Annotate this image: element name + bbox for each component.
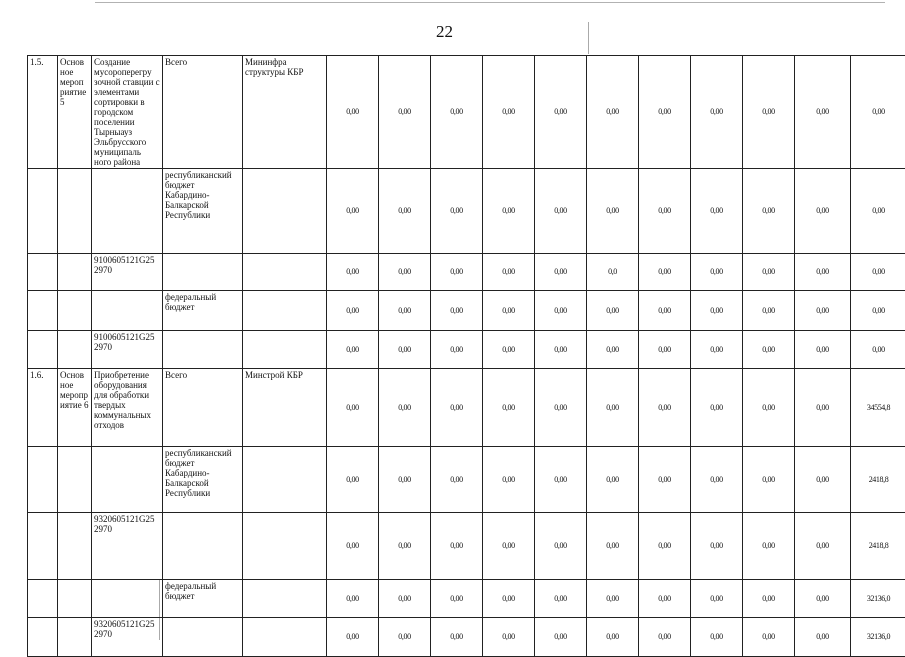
- executor-cell: [243, 580, 327, 618]
- value-cell: 0,00: [587, 369, 639, 447]
- value-cell: 0,00: [587, 331, 639, 369]
- table-row: [28, 291, 905, 331]
- value-cell: 0,00: [639, 580, 691, 618]
- executor-cell: [243, 169, 327, 254]
- value-cell: 0,00: [431, 254, 483, 291]
- value-cell: 0,00: [639, 331, 691, 369]
- value-cell: 0,00: [743, 618, 795, 657]
- value-cell: 0,00: [743, 513, 795, 580]
- activity-type-cell: [58, 169, 92, 254]
- value-cell: 0,00: [431, 56, 483, 169]
- value-cell: 0,00: [483, 513, 535, 580]
- table-row: [28, 618, 905, 657]
- value-cell: 0,00: [851, 254, 905, 291]
- funding-source-cell: [163, 254, 243, 291]
- activity-type-cell: [58, 447, 92, 513]
- activity-name-cell: [92, 580, 163, 618]
- activity-name-cell: 9100605121G25 2970: [92, 331, 163, 369]
- value-cell: 0,00: [743, 56, 795, 169]
- value-cell: 0,00: [851, 169, 905, 254]
- value-cell: 0,00: [327, 56, 379, 169]
- value-cell: 0,00: [431, 291, 483, 331]
- value-cell: 0,00: [379, 169, 431, 254]
- value-cell: 0,00: [743, 291, 795, 331]
- value-cell: 0,00: [691, 254, 743, 291]
- table-row: [28, 447, 905, 513]
- scan-artifact-vertical-line: [588, 22, 589, 54]
- scan-artifact-top-line: [95, 2, 885, 3]
- value-cell: 0,00: [431, 618, 483, 657]
- value-cell: 32136,0: [851, 580, 905, 618]
- value-cell: 0,00: [639, 513, 691, 580]
- value-cell: 0,00: [795, 369, 851, 447]
- activity-name-cell: [92, 291, 163, 331]
- value-cell: 0,00: [587, 447, 639, 513]
- value-cell: 0,00: [795, 169, 851, 254]
- value-cell: 0,00: [587, 513, 639, 580]
- activity-type-cell: Основ ное мероп риятие 5: [58, 56, 92, 169]
- table-row: [28, 56, 905, 169]
- value-cell: 0,00: [691, 447, 743, 513]
- row-number-cell: [28, 254, 58, 291]
- value-cell: 0,00: [795, 331, 851, 369]
- page-number: 22: [436, 22, 453, 42]
- row-number-cell: [28, 447, 58, 513]
- value-cell: 0,00: [639, 254, 691, 291]
- value-cell: 0,00: [483, 369, 535, 447]
- value-cell: 0,00: [795, 447, 851, 513]
- executor-cell: [243, 254, 327, 291]
- executor-cell: [243, 291, 327, 331]
- value-cell: 0,00: [691, 369, 743, 447]
- table-row: [28, 254, 905, 291]
- value-cell: 2418,8: [851, 447, 905, 513]
- value-cell: 0,00: [639, 291, 691, 331]
- value-cell: 0,00: [851, 291, 905, 331]
- value-cell: 0,00: [795, 254, 851, 291]
- value-cell: 0,00: [379, 331, 431, 369]
- value-cell: 0,00: [535, 291, 587, 331]
- row-number-cell: [28, 580, 58, 618]
- value-cell: 0,00: [587, 580, 639, 618]
- program-activities-table: [27, 55, 905, 657]
- table-row: [28, 369, 905, 447]
- row-number-cell: 1.5.: [28, 56, 58, 169]
- activity-name-cell: 9320605121G25 2970: [92, 513, 163, 580]
- value-cell: 0,00: [587, 56, 639, 169]
- value-cell: 0,00: [743, 169, 795, 254]
- value-cell: 0,00: [379, 447, 431, 513]
- value-cell: 0,00: [639, 369, 691, 447]
- value-cell: 0,00: [483, 56, 535, 169]
- value-cell: 0,00: [743, 580, 795, 618]
- value-cell: 0,00: [431, 447, 483, 513]
- value-cell: 0,00: [535, 580, 587, 618]
- value-cell: 0,00: [743, 447, 795, 513]
- funding-source-cell: Всего: [163, 56, 243, 169]
- activity-name-cell: 9320605121G25 2970: [92, 618, 163, 657]
- value-cell: 0,00: [431, 169, 483, 254]
- value-cell: 0,00: [379, 254, 431, 291]
- row-number-cell: [28, 169, 58, 254]
- value-cell: 0,00: [795, 618, 851, 657]
- value-cell: 0,0: [587, 254, 639, 291]
- activity-type-cell: Основ ное меропр иятие 6: [58, 369, 92, 447]
- value-cell: 0,00: [795, 56, 851, 169]
- executor-cell: [243, 513, 327, 580]
- value-cell: 0,00: [483, 169, 535, 254]
- value-cell: 0,00: [483, 580, 535, 618]
- table-row: [28, 513, 905, 580]
- value-cell: 0,00: [743, 254, 795, 291]
- row-number-cell: [28, 291, 58, 331]
- value-cell: 0,00: [327, 580, 379, 618]
- activity-name-cell: Создание мусороперегру зочной ставции с элементами сортировки в городском поселении Тырныауз Эльбрусского муниципаль ного района: [92, 56, 163, 169]
- value-cell: 0,00: [743, 331, 795, 369]
- value-cell: 0,00: [379, 56, 431, 169]
- activity-type-cell: [58, 618, 92, 657]
- table-row: [28, 169, 905, 254]
- value-cell: 0,00: [587, 291, 639, 331]
- executor-cell: [243, 618, 327, 657]
- value-cell: 0,00: [327, 618, 379, 657]
- activity-name-cell: 9100605121G25 2970: [92, 254, 163, 291]
- value-cell: 0,00: [587, 169, 639, 254]
- value-cell: 0,00: [743, 369, 795, 447]
- row-number-cell: [28, 331, 58, 369]
- funding-source-cell: [163, 331, 243, 369]
- value-cell: 0,00: [483, 618, 535, 657]
- value-cell: 0,00: [639, 56, 691, 169]
- table-body: [28, 56, 905, 657]
- value-cell: 0,00: [535, 254, 587, 291]
- value-cell: 0,00: [327, 513, 379, 580]
- funding-source-cell: республиканский бюджет Кабардино-Балкарской Республики: [163, 169, 243, 254]
- value-cell: 0,00: [691, 56, 743, 169]
- row-number-cell: [28, 513, 58, 580]
- value-cell: 32136,0: [851, 618, 905, 657]
- value-cell: 0,00: [795, 580, 851, 618]
- value-cell: 0,00: [431, 369, 483, 447]
- value-cell: 0,00: [431, 580, 483, 618]
- value-cell: 0,00: [691, 580, 743, 618]
- value-cell: 0,00: [327, 254, 379, 291]
- value-cell: 0,00: [535, 331, 587, 369]
- funding-source-cell: [163, 513, 243, 580]
- value-cell: 0,00: [431, 513, 483, 580]
- value-cell: 0,00: [691, 331, 743, 369]
- value-cell: 0,00: [851, 331, 905, 369]
- value-cell: 0,00: [691, 291, 743, 331]
- value-cell: 0,00: [535, 369, 587, 447]
- value-cell: 0,00: [379, 369, 431, 447]
- value-cell: 0,00: [535, 56, 587, 169]
- value-cell: 0,00: [483, 254, 535, 291]
- value-cell: 0,00: [587, 618, 639, 657]
- value-cell: 0,00: [535, 169, 587, 254]
- activity-type-cell: [58, 513, 92, 580]
- activity-name-cell: [92, 169, 163, 254]
- activity-type-cell: [58, 580, 92, 618]
- activity-name-cell: [92, 447, 163, 513]
- value-cell: 0,00: [483, 291, 535, 331]
- value-cell: 0,00: [483, 331, 535, 369]
- value-cell: 0,00: [535, 447, 587, 513]
- value-cell: 0,00: [327, 447, 379, 513]
- funding-source-cell: федеральный бюджет: [163, 291, 243, 331]
- value-cell: 0,00: [639, 169, 691, 254]
- table-row: [28, 580, 905, 618]
- funding-source-cell: республиканский бюджет Кабардино-Балкарской Республики: [163, 447, 243, 513]
- value-cell: 0,00: [535, 618, 587, 657]
- executor-cell: [243, 331, 327, 369]
- row-number-cell: 1.6.: [28, 369, 58, 447]
- activity-type-cell: [58, 254, 92, 291]
- value-cell: 0,00: [379, 513, 431, 580]
- table-row: [28, 331, 905, 369]
- value-cell: 2418,8: [851, 513, 905, 580]
- value-cell: 0,00: [327, 291, 379, 331]
- value-cell: 0,00: [535, 513, 587, 580]
- activity-name-cell: Приобретение оборудования для обработки твердых коммунальных отходов: [92, 369, 163, 447]
- activity-type-cell: [58, 331, 92, 369]
- funding-source-cell: Всего: [163, 369, 243, 447]
- value-cell: 0,00: [851, 56, 905, 169]
- executor-cell: [243, 447, 327, 513]
- value-cell: 0,00: [795, 291, 851, 331]
- value-cell: 0,00: [639, 618, 691, 657]
- value-cell: 0,00: [327, 369, 379, 447]
- value-cell: 0,00: [691, 618, 743, 657]
- value-cell: 0,00: [379, 618, 431, 657]
- value-cell: 0,00: [691, 513, 743, 580]
- executor-cell: Минстрой КБР: [243, 369, 327, 447]
- value-cell: 0,00: [379, 580, 431, 618]
- activity-type-cell: [58, 291, 92, 331]
- funding-source-cell: федеральный бюджет: [163, 580, 243, 618]
- value-cell: 0,00: [431, 331, 483, 369]
- value-cell: 0,00: [639, 447, 691, 513]
- funding-source-cell: [163, 618, 243, 657]
- value-cell: 0,00: [483, 447, 535, 513]
- value-cell: 0,00: [327, 169, 379, 254]
- value-cell: 0,00: [691, 169, 743, 254]
- value-cell: 0,00: [795, 513, 851, 580]
- row-number-cell: [28, 618, 58, 657]
- executor-cell: Мининфра структуры КБР: [243, 56, 327, 169]
- value-cell: 0,00: [327, 331, 379, 369]
- value-cell: 0,00: [379, 291, 431, 331]
- value-cell: 34554,8: [851, 369, 905, 447]
